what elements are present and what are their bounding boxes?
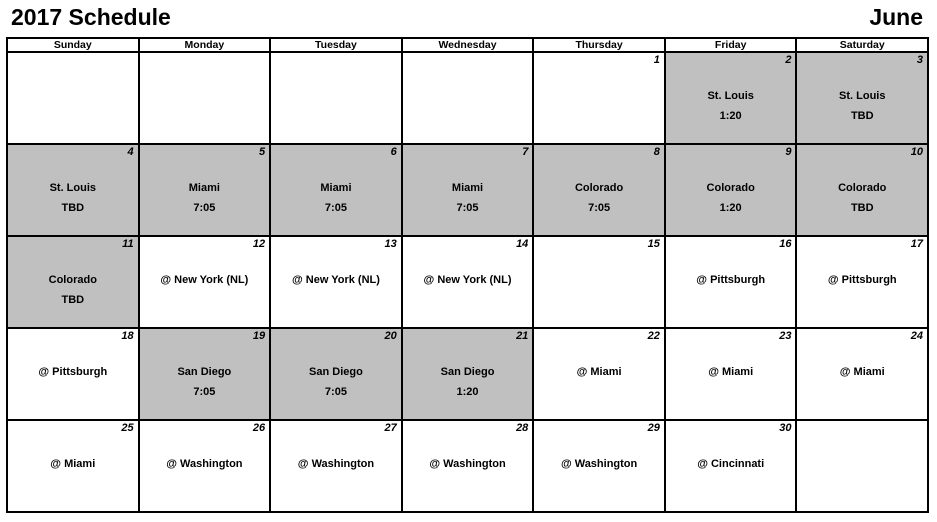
day-number: 11 [122,238,134,250]
month-label: June [869,4,923,30]
game-opponent: Colorado [706,182,755,194]
game-opponent: @ Washington [560,458,638,470]
game-opponent: @ Miami [839,366,885,378]
game-opponent: @ Washington [297,458,375,470]
calendar-day-empty [140,53,272,145]
game-opponent: @ Miami [50,458,96,470]
calendar-week-row [8,53,929,145]
calendar-day-19 [140,329,272,421]
day-number: 30 [779,422,792,434]
calendar-week-row [8,145,929,237]
game-opponent: @ Pittsburgh [38,366,108,378]
page-title: 2017 Schedule [11,4,171,30]
calendar-day-4 [8,145,140,237]
game-time: 7:05 [324,202,347,214]
day-number: 9 [785,146,792,158]
game-time: 7:05 [456,202,479,214]
calendar-grid [6,37,929,513]
day-number: 18 [121,330,134,342]
calendar-week-row [8,329,929,421]
weekday-header-saturday: Saturday [797,39,929,53]
game-opponent: @ Miami [708,366,754,378]
calendar-day-empty [403,53,535,145]
calendar-day-23 [666,329,798,421]
game-opponent: San Diego [177,366,232,378]
game-opponent: @ Pittsburgh [827,274,897,286]
day-number: 16 [779,238,792,250]
calendar-day-13 [271,237,403,329]
calendar-week-row [8,421,929,513]
day-number: 29 [647,422,660,434]
day-number: 28 [516,422,529,434]
game-time: TBD [850,110,874,122]
game-time: 1:20 [719,110,742,122]
game-time: 1:20 [719,202,742,214]
day-number: 20 [384,330,397,342]
game-opponent: @ Washington [429,458,506,470]
weekday-header-row [8,39,929,53]
day-number: 27 [384,422,397,434]
game-time: 7:05 [324,386,347,398]
calendar-day-21 [403,329,535,421]
calendar-day-22 [534,329,666,421]
day-number: 24 [910,330,924,342]
day-number: 2 [785,54,792,66]
calendar-day-empty [8,53,140,145]
day-number: 13 [384,238,397,250]
weekday-header-monday: Monday [140,39,272,53]
calendar-day-27 [271,421,403,513]
calendar-day-3 [797,53,929,145]
day-number: 4 [127,146,134,158]
game-time: TBD [61,294,85,306]
calendar-day-11 [8,237,140,329]
calendar-day-30 [666,421,798,513]
game-opponent: @ New York (NL) [160,274,249,286]
day-number: 5 [259,146,266,158]
game-time: 7:05 [588,202,611,214]
calendar-day-9 [666,145,798,237]
game-opponent: St. Louis [839,90,886,102]
day-number: 21 [516,330,529,342]
day-number: 6 [390,146,397,158]
weekday-header-friday: Friday [666,39,798,53]
game-time: 7:05 [193,202,216,214]
calendar-day-25 [8,421,140,513]
weekday-header-sunday: Sunday [8,39,140,53]
game-opponent: Colorado [574,182,624,194]
day-number: 8 [653,146,660,158]
calendar-day-1 [534,53,666,145]
calendar-day-29 [534,421,666,513]
day-number: 25 [121,422,134,434]
calendar-day-12 [140,237,272,329]
game-opponent: St. Louis [707,90,754,102]
day-number: 17 [910,238,924,250]
day-number: 3 [916,54,924,66]
calendar-day-15 [534,237,666,329]
calendar-day-18 [8,329,140,421]
game-opponent: Miami [320,182,352,194]
game-opponent: @ Miami [576,366,622,378]
game-opponent: Colorado [838,182,887,194]
calendar-day-empty [797,421,929,513]
day-number: 10 [910,146,924,158]
calendar-day-14 [403,237,535,329]
calendar-week-row [8,237,929,329]
game-opponent: Miami [451,182,484,194]
calendar-day-7 [403,145,535,237]
game-opponent: @ Pittsburgh [696,274,766,286]
game-time: TBD [61,202,85,214]
calendar-day-20 [271,329,403,421]
day-number: 12 [252,238,266,250]
calendar-day-6 [271,145,403,237]
day-number: 15 [647,238,660,250]
calendar-day-24 [797,329,929,421]
day-number: 1 [653,54,660,66]
game-opponent: @ Washington [166,458,243,470]
game-opponent: Miami [188,182,220,194]
game-opponent: @ New York (NL) [423,274,512,286]
day-number: 23 [779,330,792,342]
game-opponent: San Diego [440,366,495,378]
game-opponent: Colorado [48,274,97,286]
calendar-day-8 [534,145,666,237]
calendar-day-26 [140,421,272,513]
game-time: 1:20 [456,386,479,398]
game-time: TBD [850,202,874,214]
day-number: 26 [252,422,266,434]
calendar-day-16 [666,237,798,329]
game-time: 7:05 [193,386,216,398]
calendar-day-2 [666,53,798,145]
calendar-day-17 [797,237,929,329]
calendar-day-empty [271,53,403,145]
calendar-day-10 [797,145,929,237]
game-opponent: @ Cincinnati [697,458,765,470]
game-opponent: @ New York (NL) [291,274,380,286]
day-number: 7 [522,146,529,158]
weekday-header-tuesday: Tuesday [271,39,403,53]
day-number: 22 [647,330,660,342]
calendar-day-5 [140,145,272,237]
game-opponent: San Diego [309,366,363,378]
day-number: 19 [252,330,266,342]
calendar-day-28 [403,421,535,513]
weekday-header-thursday: Thursday [534,39,666,53]
calendar-weeks [8,53,929,513]
day-number: 14 [516,238,529,250]
game-opponent: St. Louis [49,182,97,194]
weekday-header-wednesday: Wednesday [403,39,535,53]
